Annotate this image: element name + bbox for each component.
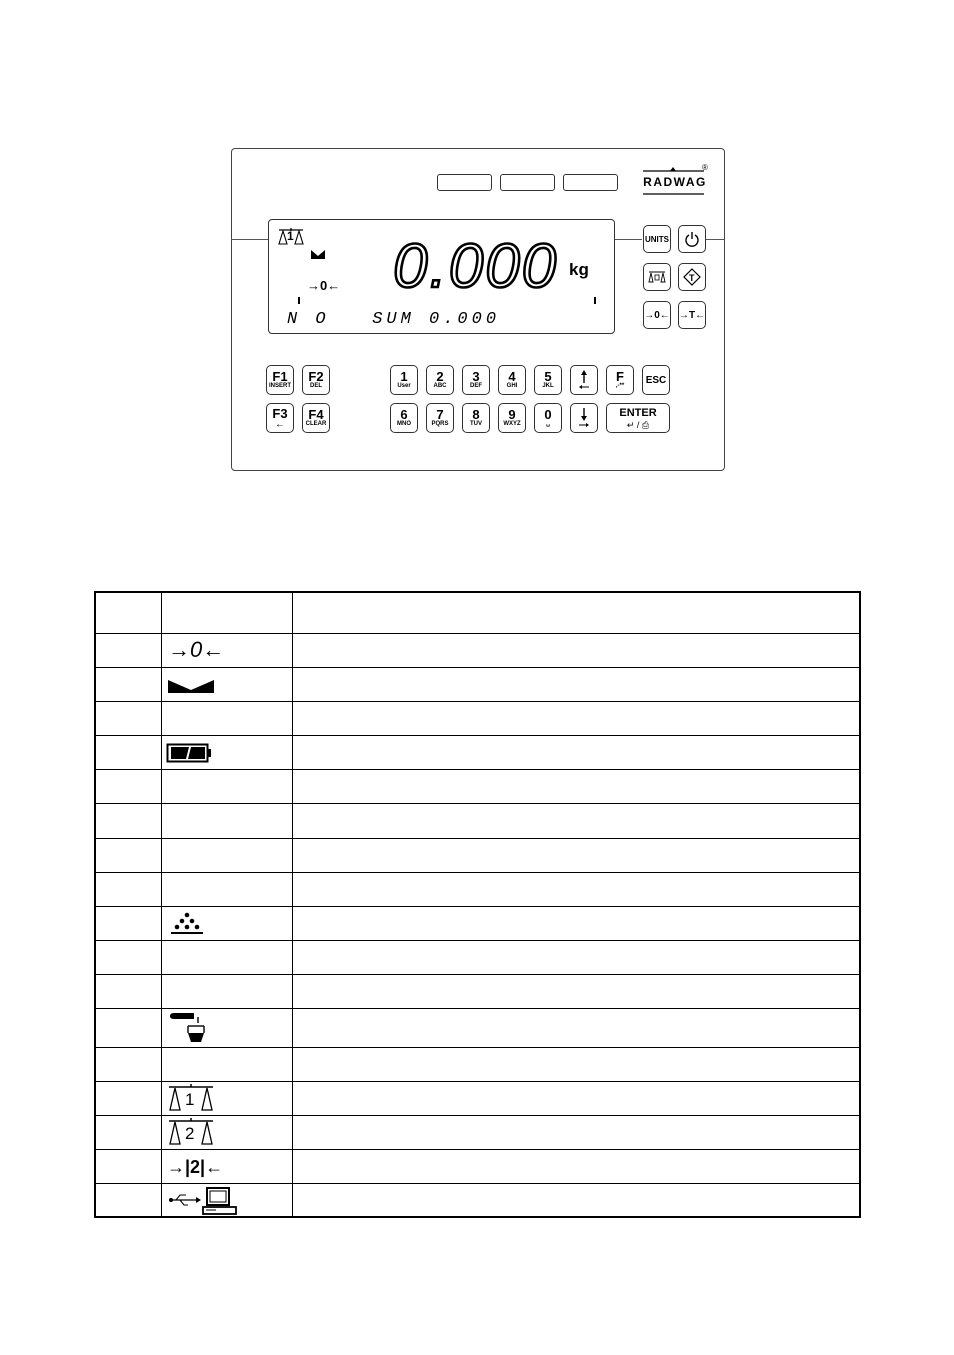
platform-1-number: 1 bbox=[185, 1090, 195, 1109]
key-1-sub: User bbox=[397, 383, 411, 389]
f-key-label: F bbox=[616, 369, 624, 384]
battery-icon bbox=[166, 743, 212, 763]
units-key[interactable] bbox=[643, 225, 671, 253]
indicator-slot-3 bbox=[563, 174, 618, 191]
platform-2-number: 2 bbox=[185, 1124, 195, 1143]
key-0-sub: ␣ bbox=[546, 421, 550, 427]
key-9-sub: WXYZ bbox=[503, 421, 521, 427]
key-5-sub: JKL bbox=[542, 383, 554, 389]
row-divider bbox=[96, 633, 859, 634]
platform-1-icon bbox=[168, 1084, 214, 1114]
key-8-sub: TUV bbox=[470, 421, 482, 427]
power-key[interactable] bbox=[678, 225, 706, 253]
column-divider-2 bbox=[292, 593, 293, 1216]
key-2[interactable] bbox=[426, 365, 454, 395]
zero-key[interactable] bbox=[643, 301, 671, 329]
enter-key[interactable] bbox=[606, 403, 670, 433]
weight-readout: 0.000 bbox=[393, 232, 559, 301]
key-7-sub: PQRS bbox=[431, 421, 449, 427]
arrow-down-key[interactable] bbox=[570, 403, 598, 433]
f3-key[interactable] bbox=[266, 403, 294, 433]
f-key-sub: ,-** bbox=[615, 383, 625, 389]
key-5[interactable] bbox=[534, 365, 562, 395]
zero-key-label: →0← bbox=[644, 309, 670, 321]
zero-indicator: →0← bbox=[307, 278, 341, 293]
key-0-label: 0 bbox=[544, 407, 552, 422]
enter-key-label: ENTER bbox=[619, 406, 657, 419]
brand-logo bbox=[640, 163, 710, 199]
lcd-display bbox=[268, 219, 615, 334]
brand-name: RADWAG bbox=[643, 175, 707, 189]
key-7[interactable] bbox=[426, 403, 454, 433]
symbol-table bbox=[94, 591, 861, 1218]
stability-icon bbox=[311, 250, 325, 260]
f4-label: F4 bbox=[308, 407, 324, 422]
usb-pc-icon bbox=[168, 1186, 240, 1216]
key-6[interactable] bbox=[390, 403, 418, 433]
key-8-label: 8 bbox=[472, 407, 480, 422]
f2-label: F2 bbox=[308, 369, 324, 384]
f1-key[interactable] bbox=[266, 365, 294, 395]
key-5-label: 5 bbox=[544, 369, 552, 384]
print-diamond-icon bbox=[682, 267, 702, 287]
housing-line-left bbox=[231, 239, 268, 240]
key-8[interactable] bbox=[462, 403, 490, 433]
key-2-sub: ABC bbox=[433, 383, 447, 389]
indicator-slot-2 bbox=[500, 174, 555, 191]
arrow-up-icon bbox=[577, 370, 591, 390]
housing-line-right bbox=[705, 239, 725, 240]
arrow-up-key[interactable] bbox=[570, 365, 598, 395]
row-divider bbox=[96, 906, 859, 907]
key-6-label: 6 bbox=[400, 407, 408, 422]
key-2-label: 2 bbox=[436, 369, 444, 384]
tare-key[interactable] bbox=[678, 301, 706, 329]
key-4-label: 4 bbox=[508, 369, 516, 384]
f4-key[interactable] bbox=[302, 403, 330, 433]
lcd-tick-right bbox=[594, 297, 596, 304]
esc-key-label: ESC bbox=[645, 374, 667, 386]
row-divider bbox=[96, 1008, 859, 1009]
f1-label: F1 bbox=[272, 369, 288, 384]
indicator-slot-1 bbox=[437, 174, 492, 191]
row-divider bbox=[96, 1115, 859, 1116]
key-6-sub: MNO bbox=[397, 421, 411, 427]
f-key[interactable] bbox=[606, 365, 634, 395]
f3-label: F3 bbox=[272, 405, 288, 421]
platform-2-icon bbox=[168, 1118, 214, 1148]
key-4[interactable] bbox=[498, 365, 526, 395]
zero-icon: →0← bbox=[168, 637, 225, 662]
key-1[interactable] bbox=[390, 365, 418, 395]
platform-switch-key[interactable] bbox=[643, 263, 671, 291]
key-1-label: 1 bbox=[400, 369, 408, 384]
row-divider bbox=[96, 735, 859, 736]
arrow-down-icon bbox=[577, 408, 591, 428]
f2-sub: DEL bbox=[310, 383, 322, 389]
f2-key[interactable] bbox=[302, 365, 330, 395]
svg-text:T: T bbox=[689, 273, 695, 283]
esc-key[interactable] bbox=[642, 365, 670, 395]
column-divider-1 bbox=[161, 593, 162, 1216]
row-divider bbox=[96, 872, 859, 873]
row-divider bbox=[96, 667, 859, 668]
key-3-label: 3 bbox=[472, 369, 480, 384]
housing-line-mid bbox=[615, 239, 642, 240]
dosing-icon bbox=[168, 1011, 208, 1045]
key-9[interactable] bbox=[498, 403, 526, 433]
stability-icon bbox=[168, 680, 214, 694]
unit-label: kg bbox=[569, 260, 589, 279]
units-key-label: UNITS bbox=[645, 234, 669, 244]
key-0[interactable] bbox=[534, 403, 562, 433]
row-divider bbox=[96, 838, 859, 839]
key-3-sub: DEF bbox=[470, 383, 482, 389]
enter-key-sub: ↵ / ⎙ bbox=[626, 419, 650, 430]
registered-mark: ® bbox=[702, 163, 708, 172]
key-4-sub: GHI bbox=[506, 383, 518, 389]
f4-sub: CLEAR bbox=[305, 421, 327, 427]
row-divider bbox=[96, 1081, 859, 1082]
row-divider bbox=[96, 940, 859, 941]
row-divider bbox=[96, 1183, 859, 1184]
row-divider bbox=[96, 701, 859, 702]
lcd-bottom-line: N O SUM 0.000 bbox=[287, 310, 501, 329]
key-3[interactable] bbox=[462, 365, 490, 395]
row-divider bbox=[96, 974, 859, 975]
key-7-label: 7 bbox=[436, 407, 444, 422]
power-icon bbox=[684, 231, 700, 247]
row-divider bbox=[96, 803, 859, 804]
row-divider bbox=[96, 1047, 859, 1048]
f3-sub: ← bbox=[275, 418, 285, 430]
tare-key-label: →T← bbox=[678, 309, 706, 321]
f1-sub: INSERT bbox=[268, 383, 291, 389]
pieces-icon bbox=[170, 911, 204, 937]
range-2-icon: →|2|← bbox=[167, 1157, 224, 1177]
row-divider bbox=[96, 1149, 859, 1150]
platform-switch-icon bbox=[648, 270, 666, 284]
key-9-label: 9 bbox=[508, 407, 516, 422]
print-key[interactable] bbox=[678, 263, 706, 291]
platform-number: 1 bbox=[287, 229, 294, 243]
row-divider bbox=[96, 769, 859, 770]
lcd-tick-left bbox=[298, 297, 300, 304]
